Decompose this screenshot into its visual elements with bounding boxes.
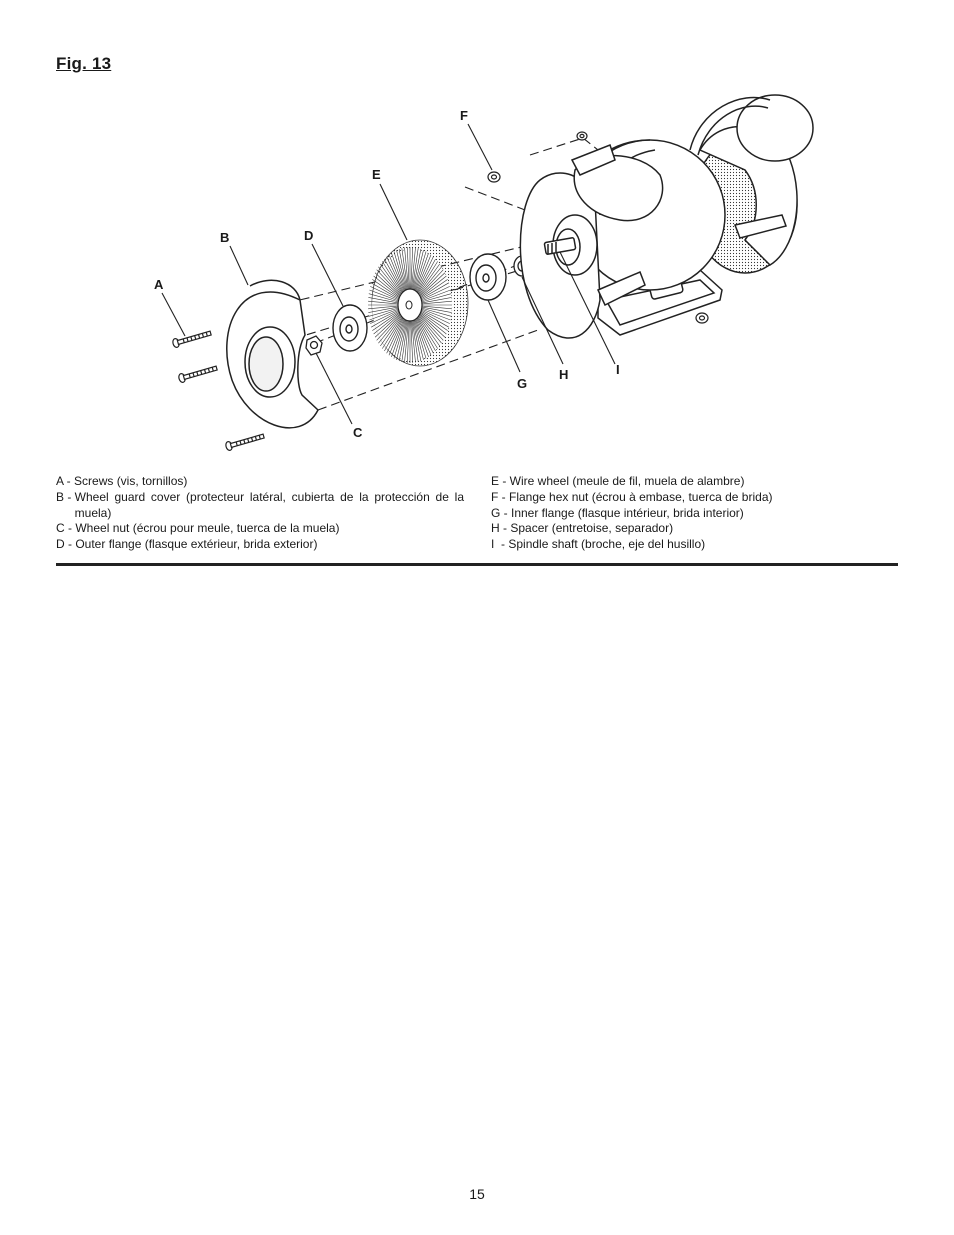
legend-item bbox=[491, 506, 891, 522]
legend-description: Wheel guard cover (protecteur latéral, cubierta de la protección de la muela) bbox=[74, 489, 464, 520]
legend-item bbox=[491, 521, 891, 537]
legend-key: A - bbox=[56, 474, 75, 488]
inner-flange bbox=[470, 254, 506, 300]
callout-c: C bbox=[353, 425, 363, 440]
legend-item bbox=[56, 537, 464, 553]
legend-item bbox=[56, 474, 464, 490]
callout-i: I bbox=[616, 362, 620, 377]
legend-left-column bbox=[56, 474, 464, 553]
section-divider bbox=[56, 563, 898, 566]
legend-item bbox=[491, 474, 891, 490]
legend-key: B - bbox=[56, 489, 75, 504]
exploded-view-diagram bbox=[0, 0, 954, 470]
legend-item bbox=[56, 490, 464, 522]
legend-item bbox=[491, 490, 891, 506]
legend-key: H - bbox=[491, 521, 511, 536]
legend-description: Outer flange (flasque extérieur, brida exterior) bbox=[75, 537, 318, 552]
callout-b: B bbox=[220, 230, 230, 245]
legend-description: Spacer (entretoise, separador) bbox=[510, 521, 674, 536]
wheel-guard-cover bbox=[227, 280, 318, 428]
legend-key: D - bbox=[56, 537, 76, 552]
legend-item bbox=[491, 537, 891, 553]
legend-key: G - bbox=[491, 505, 511, 520]
bench-grinder bbox=[520, 95, 813, 338]
wire-wheel bbox=[368, 240, 468, 366]
legend-key: E - bbox=[491, 474, 510, 488]
legend-key: I - bbox=[491, 537, 509, 552]
outer-flange bbox=[333, 305, 367, 351]
legend-right-column bbox=[491, 474, 891, 553]
legend-item bbox=[56, 521, 464, 537]
legend-description: Inner flange (flasque intérieur, brida interior) bbox=[511, 505, 744, 520]
figure-title: Fig. 13 bbox=[56, 54, 112, 73]
legend-description: Spindle shaft (broche, eje del husillo) bbox=[508, 537, 706, 552]
callout-a: A bbox=[154, 277, 164, 292]
legend-description: Screws (vis, tornillos) bbox=[74, 474, 188, 488]
page-number: 15 bbox=[469, 1186, 485, 1202]
legend-description: Flange hex nut (écrou à embase, tuerca de brida) bbox=[509, 489, 773, 504]
callout-h: H bbox=[559, 367, 569, 382]
callout-f: F bbox=[460, 108, 468, 123]
wheel-nut bbox=[306, 336, 322, 355]
legend-key: C - bbox=[56, 521, 76, 536]
callout-g: G bbox=[517, 376, 528, 391]
legend-description: Wheel nut (écrou pour meule, tuerca de la muela) bbox=[75, 521, 340, 536]
callout-e: E bbox=[372, 167, 381, 182]
legend-description: Wire wheel (meule de fil, muela de alambre) bbox=[509, 474, 745, 488]
legend-key: F - bbox=[491, 489, 509, 504]
callout-d: D bbox=[304, 228, 314, 243]
